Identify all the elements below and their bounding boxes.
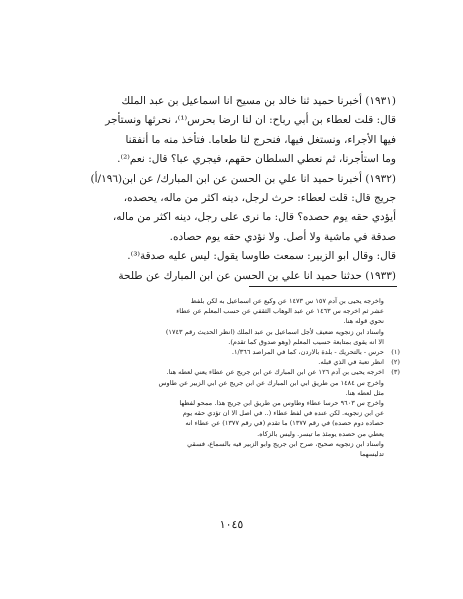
footnote-line: واسناد ابن زنجويه ضعيف لأجل اسماعيل بن عبد الملك (انظر الحديث رقم ١٧٤٣) <box>165 327 384 336</box>
footnote-marker: (١) <box>391 348 400 357</box>
footnote-line: (٢)انظر تعبة في الذي قبله. <box>318 358 400 367</box>
footnotes-block <box>100 296 400 459</box>
footnote-line: يعطي من حصده يومئذ ما تيسر. وليس بالزكاه. <box>257 429 384 438</box>
footnote-line: حصاده دوم حصده) في رقم ١٣٧٧) ما تقدم (في رقم ١٣٧٧) عن عطاء انه <box>185 419 384 428</box>
text-line: فيها الأجراء، ونستغل فيها، فنحرج لنا طعاما. فتأخذ منه ما أنفقنا <box>125 133 396 146</box>
footnote-line: واخرجه يحيى بن آدم ١٥٧ س ١٤٧٣ عن وكيع عن اسماعيل به لكن بلفظ <box>190 297 384 305</box>
footnote-line: الا انه يقوى بمتابعة حسيب المعلم (وهو صدوق كما تقدم). <box>228 337 384 346</box>
footnote-marker: (٢) <box>391 358 400 367</box>
main-text-block <box>90 92 396 286</box>
text-line: (١٩٣١) أخبرنا حميد ثنا خالد بن مسيح انا اسماعيل بن عبد الملك <box>121 95 396 107</box>
footnote-line: نحوي قوله هنا. <box>343 317 384 326</box>
text-line: (١٩٣٣) حدثنا حميد انا علي بن الحسن عن ابن المبارك عن طلحة <box>118 269 396 282</box>
text-line: قال: قلت لعطاء بن أبي رباح: ان لنا ارضا بحرس⁽¹⁾، نحرثها ونستأجر <box>105 114 396 127</box>
text-line: وما استأجرنا، ثم نعطي السلطان حقهم، فيجري عبا؟ قال: نعم⁽²⁾. <box>117 153 396 166</box>
footnote-line: مثل لعطه هنا. <box>345 388 384 397</box>
footnote-line: واسناد ابن زنجويه صحيح، صرح ابن جريج وابو الزبير فيه بالسماع، فسقي <box>187 439 384 448</box>
text-line: قال: وقال ابو الزبير: سمعت طاوسا يقول: ليس عليه صدقة⁽³⁾. <box>127 250 396 263</box>
footnote-line: (٣)اخرجه يحيى بن آدم ١٢٦ عن ابن المبارك عن ابن جريج عن عطاء يعني لعطه هنا. <box>166 368 400 377</box>
text-line: (١٩٣٢) أخبرنا حميد انا علي بن الحسن عن ابن المبارك/ عن ابن(١٩٦/أ) <box>90 172 396 185</box>
footnote-line: تدليسهما <box>359 450 384 459</box>
footnote-line: واخرج س ٩٦٠٣ حرسا عطاء وطاوس من طريق ابن جريج هذا. ممحو لفظها <box>179 399 384 408</box>
footnote-marker: (٣) <box>391 368 400 377</box>
text-line: أيؤدي حقه يوم حصده؟ قال: ما نرى على رجل، دينه اكثر من ماله، <box>112 211 396 224</box>
text-line: صدقة في ماشية ولا أصل. ولا نؤدي حقه يوم حصاده. <box>169 230 396 243</box>
footnote-line: عشر ثم اخرجه س ١٤٦٣ عن عبد الوهاب الثقفي عن حسب المعلم عن عطاء <box>176 307 384 316</box>
footnote-line: (١)حرس - بالتحريك - بلدة بالاردن، كما في المراصد ١/٣٦٦. <box>231 348 400 357</box>
footnote-divider <box>249 286 397 287</box>
footnote-line: واخرج س ١٤٨٤ من طريق ابي ابن المبارك عن ابن جريج عن ابي الزبير عن طاوس <box>158 378 384 387</box>
text-line: جريج قال: قلت لعطاء: حرث لرجل، دينه اكثر من ماله، يحصده، <box>123 192 396 205</box>
page-number: ١٠٤٥ <box>219 518 244 531</box>
footnote-line: عن ابن زنجويه. لكن عنده في لفظ عطاء (.. في اصل الا ان تؤدي حقه يوم <box>182 409 384 418</box>
